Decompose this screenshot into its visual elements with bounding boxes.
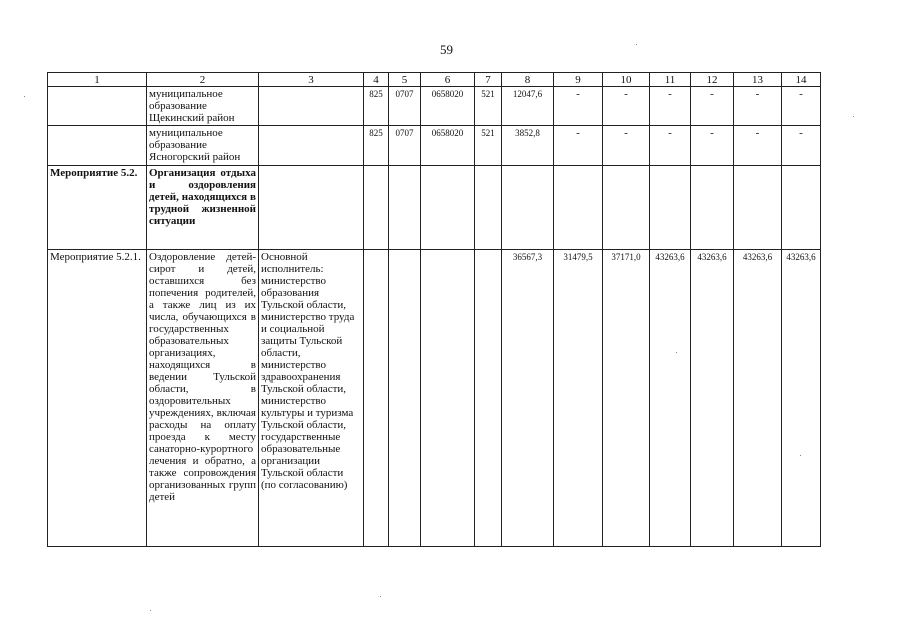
amount: 12047,6	[502, 87, 554, 126]
amount: -	[734, 87, 782, 126]
amount: 43263,6	[734, 250, 782, 547]
table-cell	[48, 126, 147, 166]
table-row	[48, 87, 821, 126]
amount: -	[650, 87, 691, 126]
header-cell: 6	[421, 73, 475, 87]
amount: 36567,3	[502, 250, 554, 547]
amount: -	[734, 126, 782, 166]
header-cell: 5	[389, 73, 421, 87]
table-cell	[48, 87, 147, 126]
table-cell	[475, 166, 502, 250]
amount: -	[782, 126, 821, 166]
table-cell	[421, 166, 475, 250]
table-cell	[475, 250, 502, 547]
amount: -	[554, 126, 603, 166]
table-cell	[259, 87, 364, 126]
grbs-code: 825	[364, 87, 389, 126]
speck	[800, 455, 801, 456]
header-cell: 14	[782, 73, 821, 87]
speck	[853, 116, 854, 117]
amount: 3852,8	[502, 126, 554, 166]
table-cell	[364, 166, 389, 250]
header-cell: 8	[502, 73, 554, 87]
table-cell	[691, 166, 734, 250]
target-code: 0658020	[421, 126, 475, 166]
amount: -	[691, 126, 734, 166]
speck	[636, 44, 637, 45]
speck	[24, 96, 25, 97]
table-cell	[782, 166, 821, 250]
table-cell	[389, 166, 421, 250]
table-cell	[650, 166, 691, 250]
amount: -	[554, 87, 603, 126]
grbs-code: 825	[364, 126, 389, 166]
expense-code: 521	[475, 87, 502, 126]
responsible-executors: Основной исполнитель: министерство образования Тульской области, министерство труда и социальной защиты Тульской области, министерство здравоохранения Тульской области, министерство культуры и туризма Тульской области, государственные образовательные организации Тульской области (по согласованию)	[259, 250, 364, 547]
header-cell: 2	[147, 73, 259, 87]
measure-description: Оздоровление детей-сирот и детей, оставшихся без попечения родителей, а также лиц из их числа, обучающихся в государственных образовательных организациях, находящихся в ведении Тульской области, в оздоровительных учреждениях, включая расходы на оплату проезда к месту санаторно-курортного лечения и обратно, а также сопровождения организованных групп детей	[147, 250, 259, 547]
table-cell	[603, 166, 650, 250]
table-row	[48, 126, 821, 166]
header-cell: 3	[259, 73, 364, 87]
measure-label: Мероприятие 5.2.	[48, 166, 147, 250]
speck	[676, 352, 677, 353]
municipality-name: муниципальное образование Ясногорский район	[147, 126, 259, 166]
header-cell: 7	[475, 73, 502, 87]
header-cell: 4	[364, 73, 389, 87]
table-row	[48, 166, 821, 250]
table-row	[48, 250, 821, 547]
measure-title: Организация отдыха и оздоровления детей, находящихся в трудной жизненной ситуации	[147, 166, 259, 250]
amount: -	[650, 126, 691, 166]
amount: 43263,6	[782, 250, 821, 547]
header-cell: 13	[734, 73, 782, 87]
table-cell	[259, 126, 364, 166]
header-cell: 12	[691, 73, 734, 87]
table-cell	[389, 250, 421, 547]
amount: -	[603, 87, 650, 126]
expense-code: 521	[475, 126, 502, 166]
table-cell	[421, 250, 475, 547]
header-cell: 11	[650, 73, 691, 87]
budget-table	[47, 72, 821, 547]
speck	[380, 596, 381, 597]
measure-label: Мероприятие 5.2.1.	[48, 250, 147, 547]
header-row	[48, 73, 821, 87]
amount: -	[603, 126, 650, 166]
table-cell	[364, 250, 389, 547]
table-cell	[259, 166, 364, 250]
amount: 37171,0	[603, 250, 650, 547]
amount: -	[782, 87, 821, 126]
header-cell: 10	[603, 73, 650, 87]
header-cell: 1	[48, 73, 147, 87]
header-cell: 9	[554, 73, 603, 87]
target-code: 0658020	[421, 87, 475, 126]
speck	[150, 610, 151, 611]
section-code: 0707	[389, 126, 421, 166]
amount: -	[691, 87, 734, 126]
table-cell	[502, 166, 554, 250]
amount: 43263,6	[650, 250, 691, 547]
table-cell	[734, 166, 782, 250]
section-code: 0707	[389, 87, 421, 126]
amount: 31479,5	[554, 250, 603, 547]
page-number: 59	[440, 42, 453, 57]
table-cell	[554, 166, 603, 250]
municipality-name: муниципальное образование Щекинский район	[147, 87, 259, 126]
amount: 43263,6	[691, 250, 734, 547]
